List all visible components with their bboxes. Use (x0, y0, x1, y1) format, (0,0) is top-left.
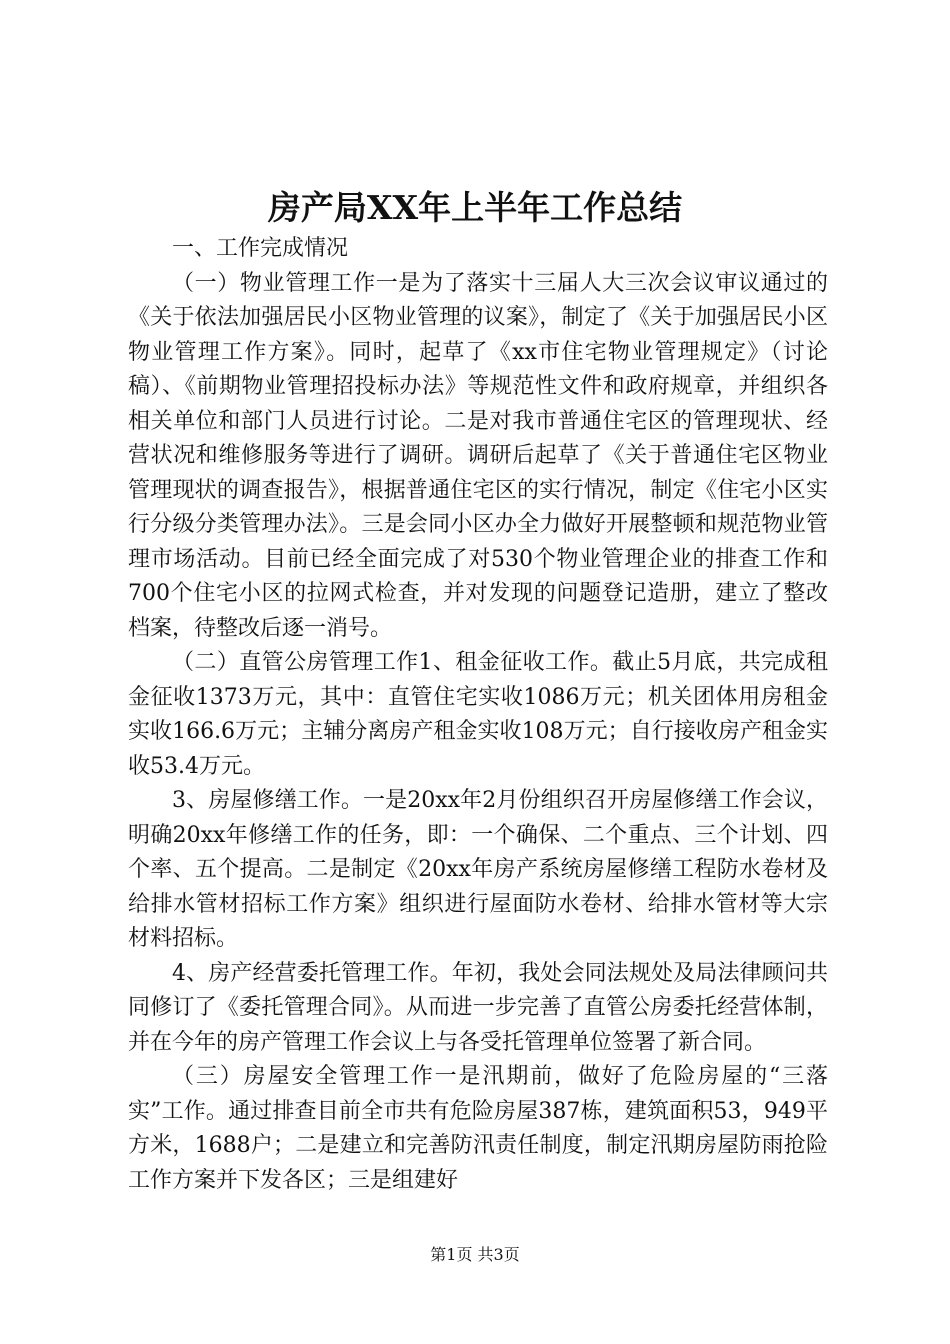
paragraph-housing-safety: （三）房屋安全管理工作一是汛期前，做好了危险房屋的“三落实”工作。通过排查目前全市共有危险房屋387栋，建筑面积53，949平方米，1688户；二是建立和完善防汛责任制度，制定汛期房屋防雨抢险工作方案并下发各区；三是组建好 (128, 1064, 828, 1193)
paragraph-public-housing: （二）直管公房管理工作1、租金征收工作。截止5月底，共完成租金征收1373万元，其中：直管住宅实收1086万元；机关团体用房租金实收166.6万元；主辅分离房产租金实收108万元；自行接收房产租金实收53.4万元。 (128, 650, 828, 779)
paragraph-entrusted-management: 4、房产经营委托管理工作。年初，我处会同法规处及局法律顾问共同修订了《委托管理合同》。从而进一步完善了直管公房委托经营体制，并在今年的房产管理工作会议上与各受托管理单位签署了新合同。 (128, 960, 828, 1055)
paragraph-property-management: （一）物业管理工作一是为了落实十三届人大三次会议审议通过的《关于依法加强居民小区物业管理的议案》，制定了《关于加强居民小区物业管理工作方案》。同时，起草了《xx市住宅物业管理规定》（讨论稿）、《前期物业管理招投标办法》等规范性文件和政府规章，并组织各相关单位和部门人员进行讨论。二是对我市普通住宅区的管理现状、经营状况和维修服务等进行了调研。调研后起草了《关于普通住宅区物业管理现状的调查报告》，根据普通住宅区的实行情况，制定《住宅小区实行分级分类管理办法》。三是会同小区办全力做好开展整顿和规范物业管理市场活动。目前已经全面完成了对530个物业管理企业的排查工作和700个住宅小区的拉网式检查，并对发现的问题登记造册，建立了整改档案，待整改后逐一消号。 (128, 270, 828, 641)
paragraph-house-repair: 3、房屋修缮工作。一是20xx年2月份组织召开房屋修缮工作会议，明确20xx年修缮工作的任务，即：一个确保、二个重点、三个计划、四个率、五个提高。二是制定《20xx年房产系统房屋修缮工程防水卷材及给排水管材招标工作方案》组织进行屋面防水卷材、给排水管材等大宗材料招标。 (128, 788, 828, 951)
document-title: 房产局XX年上半年工作总结 (267, 188, 683, 227)
page-footer: 第1页 共3页 (430, 1245, 520, 1264)
document-body (128, 232, 828, 1198)
section-heading: 一、工作完成情况 (172, 236, 349, 261)
